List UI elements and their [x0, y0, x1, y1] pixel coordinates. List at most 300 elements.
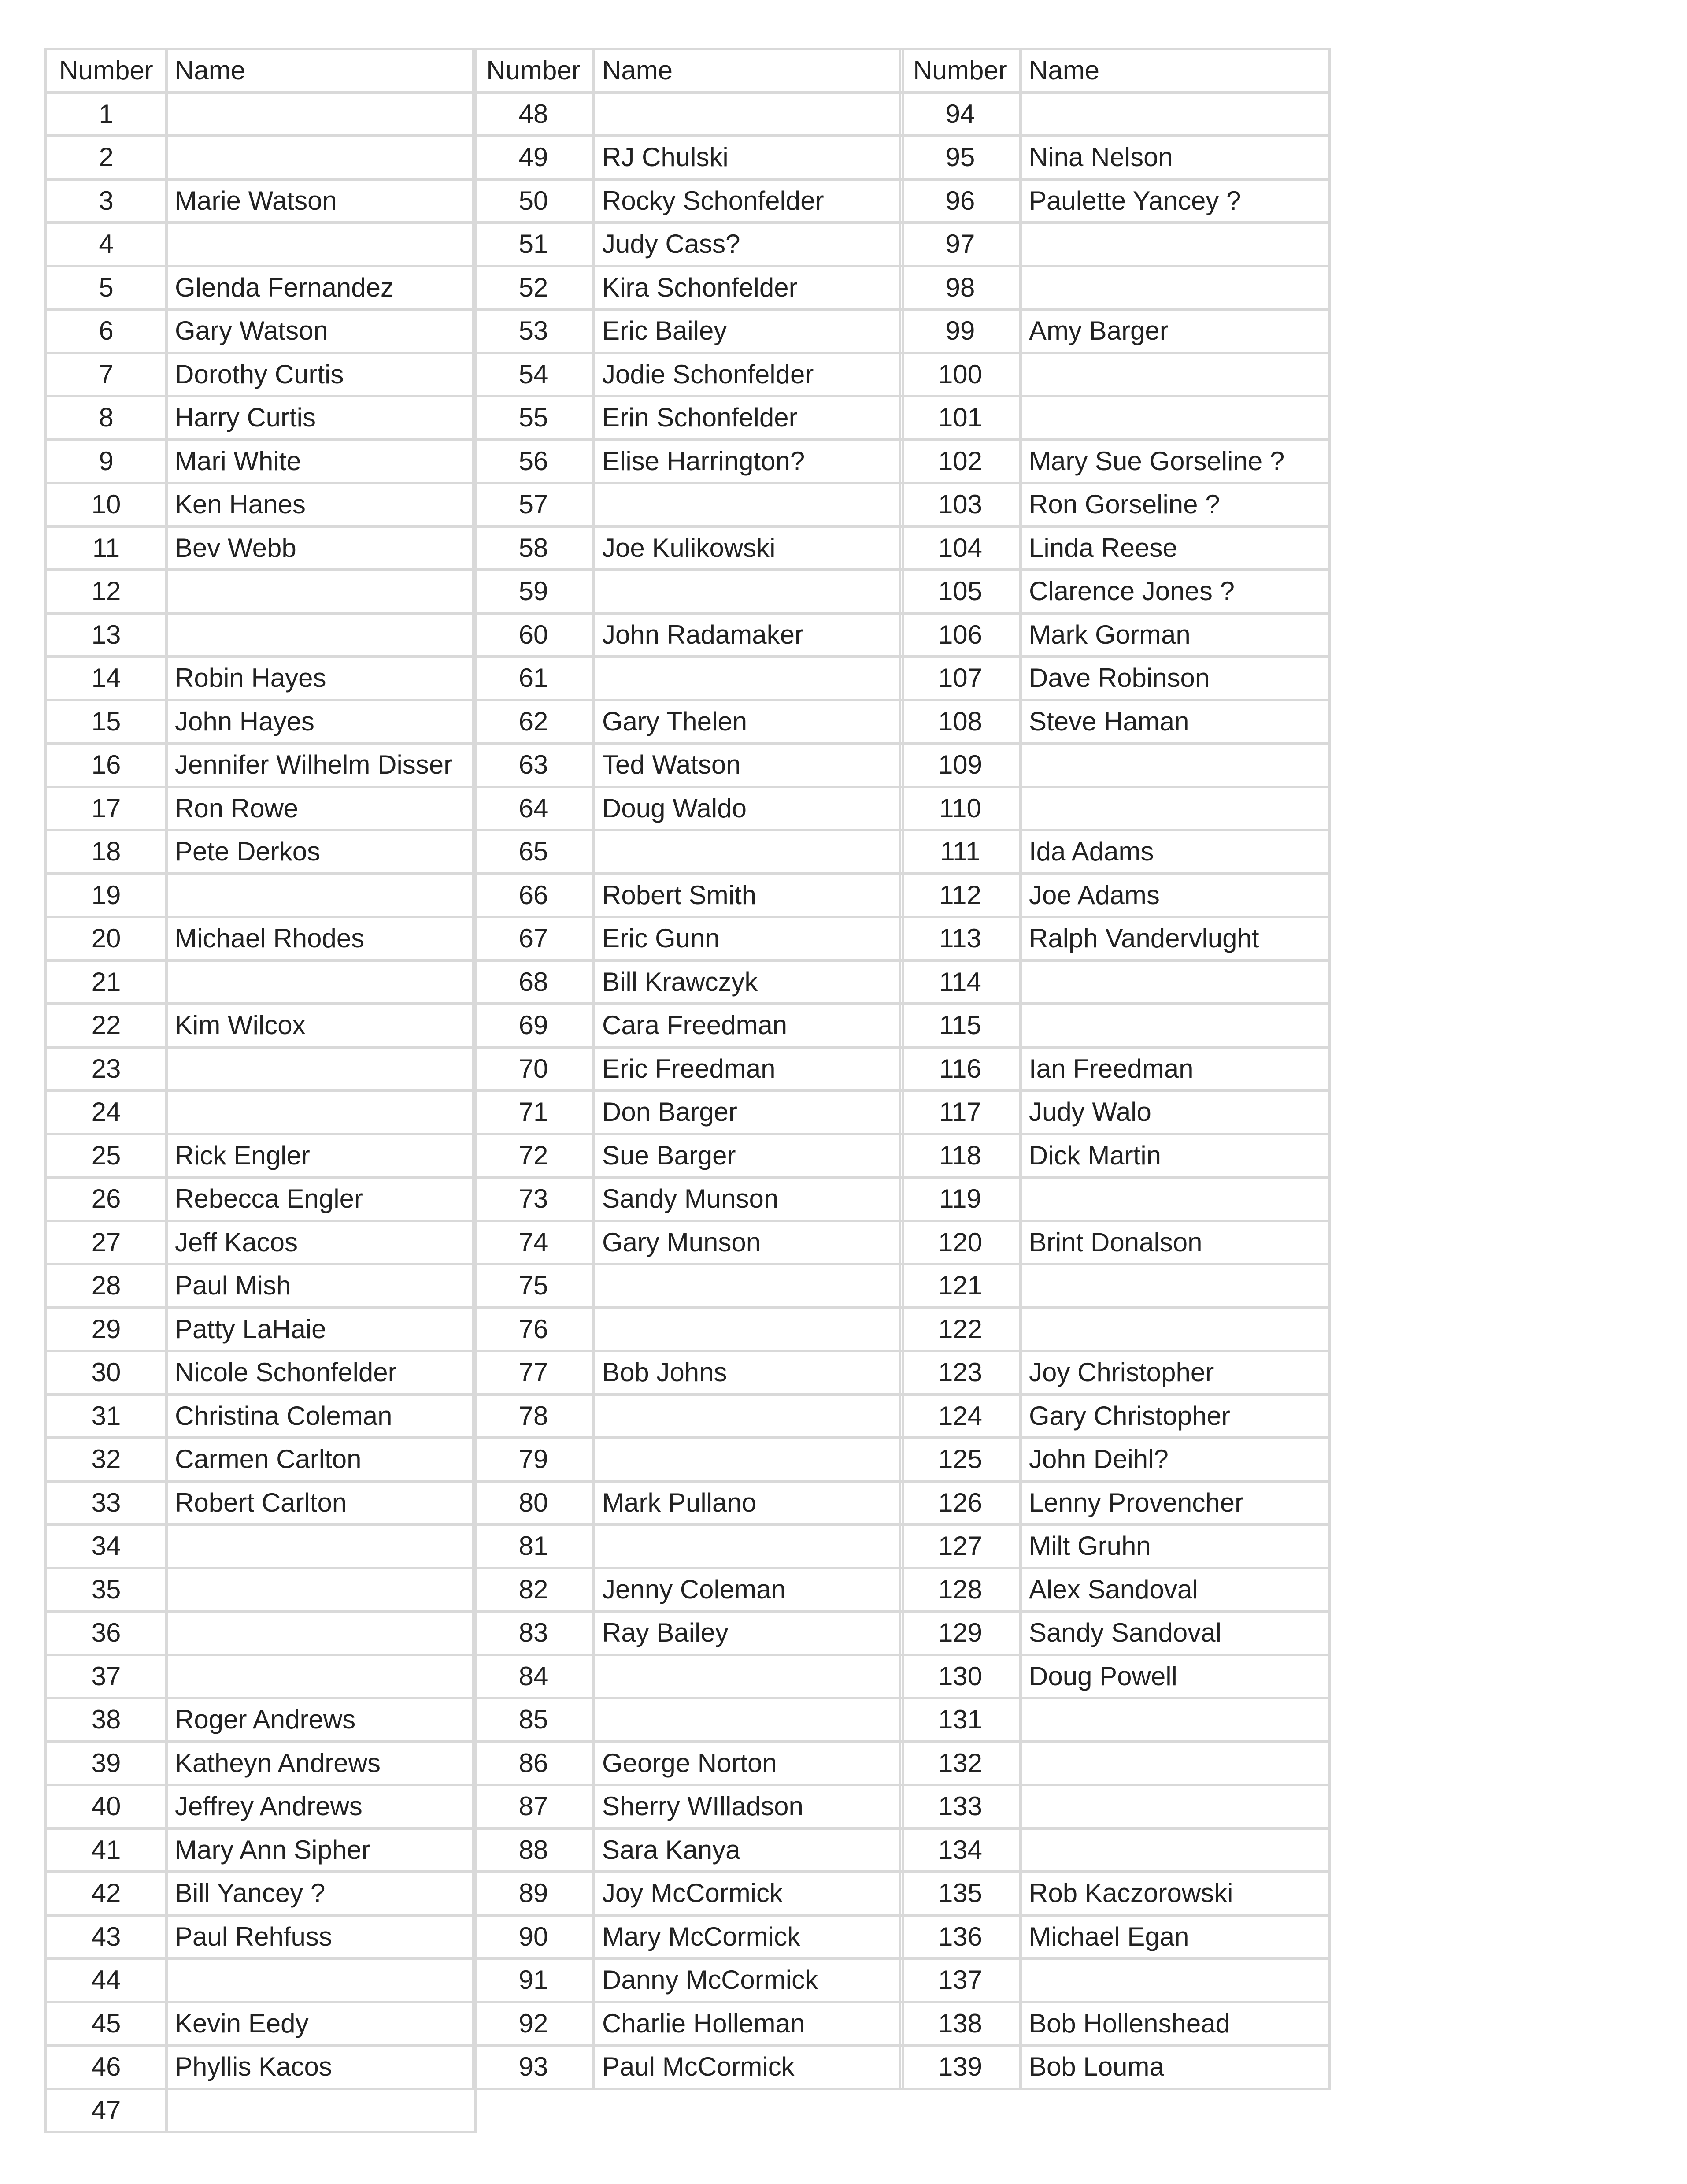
name-cell — [166, 874, 476, 917]
number-header: Number — [473, 49, 594, 93]
number-cell: 98 — [900, 266, 1021, 310]
name-cell: Ron Rowe — [166, 787, 476, 831]
number-cell: 29 — [46, 1308, 166, 1351]
name-cell: Nina Nelson — [1021, 136, 1330, 179]
name-cell: Eric Gunn — [594, 917, 903, 960]
number-cell: 50 — [473, 179, 594, 223]
number-cell: 84 — [473, 1655, 594, 1698]
name-cell: John Deihl? — [1021, 1438, 1330, 1481]
name-cell — [594, 1308, 903, 1351]
table-row — [473, 1742, 903, 1785]
name-cell: Dorothy Curtis — [166, 353, 476, 397]
number-cell: 105 — [900, 570, 1021, 613]
table-row — [473, 1655, 903, 1698]
number-cell: 17 — [46, 787, 166, 831]
name-cell — [166, 960, 476, 1004]
table-row — [473, 1568, 903, 1612]
table-row — [900, 1177, 1330, 1221]
name-cell: Mary Sue Gorseline ? — [1021, 440, 1330, 483]
name-cell: Mark Gorman — [1021, 613, 1330, 657]
name-cell — [1021, 222, 1330, 266]
number-cell: 11 — [46, 527, 166, 570]
name-cell — [594, 1655, 903, 1698]
name-cell: Michael Egan — [1021, 1915, 1330, 1959]
table-row — [900, 1004, 1330, 1047]
table-row — [473, 1481, 903, 1525]
number-cell: 85 — [473, 1698, 594, 1742]
name-cell: Rebecca Engler — [166, 1177, 476, 1221]
table-row — [900, 1308, 1330, 1351]
table-row — [473, 266, 903, 310]
number-cell: 101 — [900, 396, 1021, 440]
number-cell: 46 — [46, 2045, 166, 2089]
table-row — [900, 1611, 1330, 1655]
number-cell: 102 — [900, 440, 1021, 483]
number-cell: 90 — [473, 1915, 594, 1959]
table-row — [900, 613, 1330, 657]
number-cell: 124 — [900, 1394, 1021, 1438]
table-row — [46, 1655, 476, 1698]
number-cell: 15 — [46, 700, 166, 744]
name-cell: Milt Gruhn — [1021, 1524, 1330, 1568]
name-cell: Gary Christopher — [1021, 1394, 1330, 1438]
number-cell: 35 — [46, 1568, 166, 1612]
name-cell: Rocky Schonfelder — [594, 179, 903, 223]
number-cell: 66 — [473, 874, 594, 917]
name-cell: Sherry WIlladson — [594, 1785, 903, 1828]
number-cell: 44 — [46, 1958, 166, 2002]
number-cell: 129 — [900, 1611, 1021, 1655]
table-row — [900, 2002, 1330, 2046]
table-row — [473, 440, 903, 483]
table-row — [900, 874, 1330, 917]
name-cell: Steve Haman — [1021, 700, 1330, 744]
number-cell: 22 — [46, 1004, 166, 1047]
name-cell: Sara Kanya — [594, 1828, 903, 1872]
name-cell — [594, 830, 903, 874]
name-cell: Jodie Schonfelder — [594, 353, 903, 397]
number-cell: 26 — [46, 1177, 166, 1221]
table-row — [473, 483, 903, 527]
number-cell: 133 — [900, 1785, 1021, 1828]
number-cell: 19 — [46, 874, 166, 917]
name-cell — [1021, 266, 1330, 310]
table-row — [473, 1004, 903, 1047]
name-cell: Roger Andrews — [166, 1698, 476, 1742]
name-cell: Gary Watson — [166, 309, 476, 353]
name-header: Name — [594, 49, 903, 93]
table-row — [900, 266, 1330, 310]
name-cell: Elise Harrington? — [594, 440, 903, 483]
name-cell: Doug Powell — [1021, 1655, 1330, 1698]
table-row — [900, 1264, 1330, 1308]
table-row — [46, 613, 476, 657]
table-row — [473, 1351, 903, 1394]
number-cell: 4 — [46, 222, 166, 266]
name-cell: Phyllis Kacos — [166, 2045, 476, 2089]
table-row — [46, 570, 476, 613]
number-cell: 48 — [473, 93, 594, 136]
name-cell: Robert Carlton — [166, 1481, 476, 1525]
name-cell: Harry Curtis — [166, 396, 476, 440]
name-header: Name — [166, 49, 476, 93]
name-cell: Jenny Coleman — [594, 1568, 903, 1612]
number-cell: 136 — [900, 1915, 1021, 1959]
number-cell: 107 — [900, 656, 1021, 700]
name-cell: Eric Bailey — [594, 309, 903, 353]
name-cell — [594, 1438, 903, 1481]
number-cell: 54 — [473, 353, 594, 397]
number-cell: 3 — [46, 179, 166, 223]
table-row — [46, 2002, 476, 2046]
number-cell: 24 — [46, 1090, 166, 1134]
number-cell: 95 — [900, 136, 1021, 179]
number-cell: 118 — [900, 1134, 1021, 1178]
name-cell — [166, 2089, 476, 2132]
table-row — [900, 179, 1330, 223]
number-cell: 115 — [900, 1004, 1021, 1047]
table-row — [46, 93, 476, 136]
table-row — [46, 1351, 476, 1394]
number-cell: 97 — [900, 222, 1021, 266]
number-cell: 109 — [900, 743, 1021, 787]
number-cell: 122 — [900, 1308, 1021, 1351]
table-row — [900, 2045, 1330, 2089]
name-cell — [594, 483, 903, 527]
number-cell: 9 — [46, 440, 166, 483]
number-cell: 23 — [46, 1047, 166, 1091]
table-row — [900, 787, 1330, 831]
number-cell: 62 — [473, 700, 594, 744]
name-cell: Pete Derkos — [166, 830, 476, 874]
table-row — [900, 656, 1330, 700]
number-cell: 78 — [473, 1394, 594, 1438]
number-cell: 30 — [46, 1351, 166, 1394]
number-cell: 108 — [900, 700, 1021, 744]
number-cell: 70 — [473, 1047, 594, 1091]
table-row — [46, 1394, 476, 1438]
name-cell — [594, 1264, 903, 1308]
table-row — [900, 1481, 1330, 1525]
name-cell: Sue Barger — [594, 1134, 903, 1178]
number-cell: 49 — [473, 136, 594, 179]
name-cell — [1021, 787, 1330, 831]
name-cell: Doug Waldo — [594, 787, 903, 831]
number-cell: 128 — [900, 1568, 1021, 1612]
name-cell: Paulette Yancey ? — [1021, 179, 1330, 223]
name-cell — [166, 1611, 476, 1655]
number-cell: 57 — [473, 483, 594, 527]
name-cell: Kim Wilcox — [166, 1004, 476, 1047]
number-cell: 130 — [900, 1655, 1021, 1698]
name-cell: Bill Yancey ? — [166, 1872, 476, 1915]
number-cell: 45 — [46, 2002, 166, 2046]
table-row — [900, 1568, 1330, 1612]
table-row — [46, 266, 476, 310]
name-header: Name — [1021, 49, 1330, 93]
name-cell — [166, 613, 476, 657]
number-cell: 113 — [900, 917, 1021, 960]
number-cell: 21 — [46, 960, 166, 1004]
header-row — [900, 49, 1330, 93]
table-row — [900, 396, 1330, 440]
number-cell: 94 — [900, 93, 1021, 136]
table-row — [473, 1915, 903, 1959]
name-cell: Ted Watson — [594, 743, 903, 787]
number-cell: 7 — [46, 353, 166, 397]
name-cell: Bob Hollenshead — [1021, 2002, 1330, 2046]
table-row — [900, 1438, 1330, 1481]
table-row — [900, 309, 1330, 353]
name-cell: Mary McCormick — [594, 1915, 903, 1959]
table-row — [900, 1915, 1330, 1959]
table-row — [46, 700, 476, 744]
name-cell: Marie Watson — [166, 179, 476, 223]
number-cell: 135 — [900, 1872, 1021, 1915]
table-row — [473, 1394, 903, 1438]
table-row — [900, 1394, 1330, 1438]
table-row — [900, 1828, 1330, 1872]
table-row — [473, 1134, 903, 1178]
number-cell: 138 — [900, 2002, 1021, 2046]
table-row — [46, 917, 476, 960]
table-row — [900, 527, 1330, 570]
number-cell: 132 — [900, 1742, 1021, 1785]
name-cell — [594, 93, 903, 136]
name-cell: Katheyn Andrews — [166, 1742, 476, 1785]
number-cell: 16 — [46, 743, 166, 787]
name-cell: Mark Pullano — [594, 1481, 903, 1525]
name-cell: Paul McCormick — [594, 2045, 903, 2089]
table-row — [46, 1264, 476, 1308]
name-cell: John Hayes — [166, 700, 476, 744]
number-cell: 127 — [900, 1524, 1021, 1568]
table-row — [473, 93, 903, 136]
number-cell: 106 — [900, 613, 1021, 657]
number-cell: 131 — [900, 1698, 1021, 1742]
name-cell — [166, 1958, 476, 2002]
table-row — [900, 743, 1330, 787]
number-cell: 18 — [46, 830, 166, 874]
number-cell: 120 — [900, 1221, 1021, 1264]
table-row — [900, 353, 1330, 397]
table-row — [46, 1221, 476, 1264]
name-cell — [1021, 1742, 1330, 1785]
number-cell: 8 — [46, 396, 166, 440]
name-cell: Amy Barger — [1021, 309, 1330, 353]
name-cell: Michael Rhodes — [166, 917, 476, 960]
name-cell: Bob Johns — [594, 1351, 903, 1394]
table-row — [46, 396, 476, 440]
table-row — [46, 1742, 476, 1785]
number-cell: 63 — [473, 743, 594, 787]
table-row — [900, 917, 1330, 960]
name-cell: George Norton — [594, 1742, 903, 1785]
number-cell: 123 — [900, 1351, 1021, 1394]
name-cell — [1021, 1308, 1330, 1351]
table-row — [46, 1872, 476, 1915]
name-cell: Joy McCormick — [594, 1872, 903, 1915]
name-cell — [166, 570, 476, 613]
number-cell: 58 — [473, 527, 594, 570]
table-row — [473, 1308, 903, 1351]
number-cell: 55 — [473, 396, 594, 440]
number-cell: 96 — [900, 179, 1021, 223]
table-row — [473, 1958, 903, 2002]
name-cell: Carmen Carlton — [166, 1438, 476, 1481]
name-cell: Bob Louma — [1021, 2045, 1330, 2089]
number-cell: 60 — [473, 613, 594, 657]
table-row — [473, 917, 903, 960]
number-cell: 40 — [46, 1785, 166, 1828]
table-row — [473, 2002, 903, 2046]
number-cell: 80 — [473, 1481, 594, 1525]
name-cell — [166, 93, 476, 136]
name-cell: Brint Donalson — [1021, 1221, 1330, 1264]
number-cell: 37 — [46, 1655, 166, 1698]
number-cell: 126 — [900, 1481, 1021, 1525]
table-row — [900, 1221, 1330, 1264]
name-cell: Jeff Kacos — [166, 1221, 476, 1264]
number-cell: 92 — [473, 2002, 594, 2046]
number-cell: 38 — [46, 1698, 166, 1742]
table-row — [46, 527, 476, 570]
number-header: Number — [900, 49, 1021, 93]
name-cell: Alex Sandoval — [1021, 1568, 1330, 1612]
number-cell: 34 — [46, 1524, 166, 1568]
name-cell: Sandy Sandoval — [1021, 1611, 1330, 1655]
number-cell: 31 — [46, 1394, 166, 1438]
table-row — [46, 874, 476, 917]
table-row — [46, 179, 476, 223]
name-cell: Ralph Vandervlught — [1021, 917, 1330, 960]
number-cell: 1 — [46, 93, 166, 136]
number-cell: 65 — [473, 830, 594, 874]
number-cell: 25 — [46, 1134, 166, 1178]
name-cell — [1021, 1698, 1330, 1742]
number-cell: 41 — [46, 1828, 166, 1872]
table-row — [46, 136, 476, 179]
number-cell: 82 — [473, 1568, 594, 1612]
table-row — [473, 613, 903, 657]
number-cell: 67 — [473, 917, 594, 960]
table-row — [900, 1047, 1330, 1091]
table-row — [473, 1090, 903, 1134]
name-cell: Ken Hanes — [166, 483, 476, 527]
name-cell: Glenda Fernandez — [166, 266, 476, 310]
number-cell: 36 — [46, 1611, 166, 1655]
table-row — [473, 179, 903, 223]
number-cell: 76 — [473, 1308, 594, 1351]
name-cell: Ian Freedman — [1021, 1047, 1330, 1091]
number-cell: 51 — [473, 222, 594, 266]
table-row — [46, 1308, 476, 1351]
table-row — [900, 960, 1330, 1004]
number-cell: 72 — [473, 1134, 594, 1178]
table-row — [46, 960, 476, 1004]
name-cell: Rick Engler — [166, 1134, 476, 1178]
table-row — [900, 1524, 1330, 1568]
table-row — [46, 1611, 476, 1655]
table-row — [46, 309, 476, 353]
name-cell: Cara Freedman — [594, 1004, 903, 1047]
table-row — [46, 830, 476, 874]
number-cell: 5 — [46, 266, 166, 310]
table-row — [46, 1568, 476, 1612]
name-cell: Dick Martin — [1021, 1134, 1330, 1178]
name-cell: Mary Ann Sipher — [166, 1828, 476, 1872]
table-row — [46, 1524, 476, 1568]
number-cell: 69 — [473, 1004, 594, 1047]
table-row — [900, 1742, 1330, 1785]
number-cell: 81 — [473, 1524, 594, 1568]
number-cell: 121 — [900, 1264, 1021, 1308]
name-cell: Erin Schonfelder — [594, 396, 903, 440]
table-row — [473, 1872, 903, 1915]
table-row — [473, 1611, 903, 1655]
number-cell: 75 — [473, 1264, 594, 1308]
name-cell: Don Barger — [594, 1090, 903, 1134]
table-row — [46, 743, 476, 787]
name-cell: Christina Coleman — [166, 1394, 476, 1438]
name-cell — [1021, 1177, 1330, 1221]
number-cell: 56 — [473, 440, 594, 483]
table-row — [46, 1004, 476, 1047]
table-row — [46, 1134, 476, 1178]
number-cell: 68 — [473, 960, 594, 1004]
table-row — [46, 2045, 476, 2089]
number-cell: 77 — [473, 1351, 594, 1394]
table-row — [46, 1481, 476, 1525]
name-cell — [1021, 1828, 1330, 1872]
name-cell — [1021, 1958, 1330, 2002]
table-row — [46, 656, 476, 700]
number-cell: 20 — [46, 917, 166, 960]
table-row — [46, 2089, 476, 2132]
name-cell: Gary Thelen — [594, 700, 903, 744]
number-cell: 103 — [900, 483, 1021, 527]
name-cell — [594, 1698, 903, 1742]
name-cell: Eric Freedman — [594, 1047, 903, 1091]
name-cell: Patty LaHaie — [166, 1308, 476, 1351]
number-cell: 71 — [473, 1090, 594, 1134]
number-cell: 134 — [900, 1828, 1021, 1872]
table-row — [473, 1524, 903, 1568]
table-row — [473, 396, 903, 440]
name-cell: Joy Christopher — [1021, 1351, 1330, 1394]
name-cell — [1021, 1785, 1330, 1828]
table-row — [46, 353, 476, 397]
name-cell: Paul Mish — [166, 1264, 476, 1308]
number-cell: 79 — [473, 1438, 594, 1481]
number-cell: 43 — [46, 1915, 166, 1959]
name-cell — [166, 1047, 476, 1091]
name-cell: Joe Kulikowski — [594, 527, 903, 570]
table-row — [46, 1177, 476, 1221]
name-cell — [1021, 1264, 1330, 1308]
number-cell: 32 — [46, 1438, 166, 1481]
table-row — [473, 1177, 903, 1221]
table-row — [473, 1785, 903, 1828]
name-cell: Robert Smith — [594, 874, 903, 917]
table-row — [46, 440, 476, 483]
name-cell: Charlie Holleman — [594, 2002, 903, 2046]
name-cell: Judy Cass? — [594, 222, 903, 266]
name-cell — [594, 1394, 903, 1438]
table-row — [473, 570, 903, 613]
name-cell: Danny McCormick — [594, 1958, 903, 2002]
table-row — [46, 1438, 476, 1481]
